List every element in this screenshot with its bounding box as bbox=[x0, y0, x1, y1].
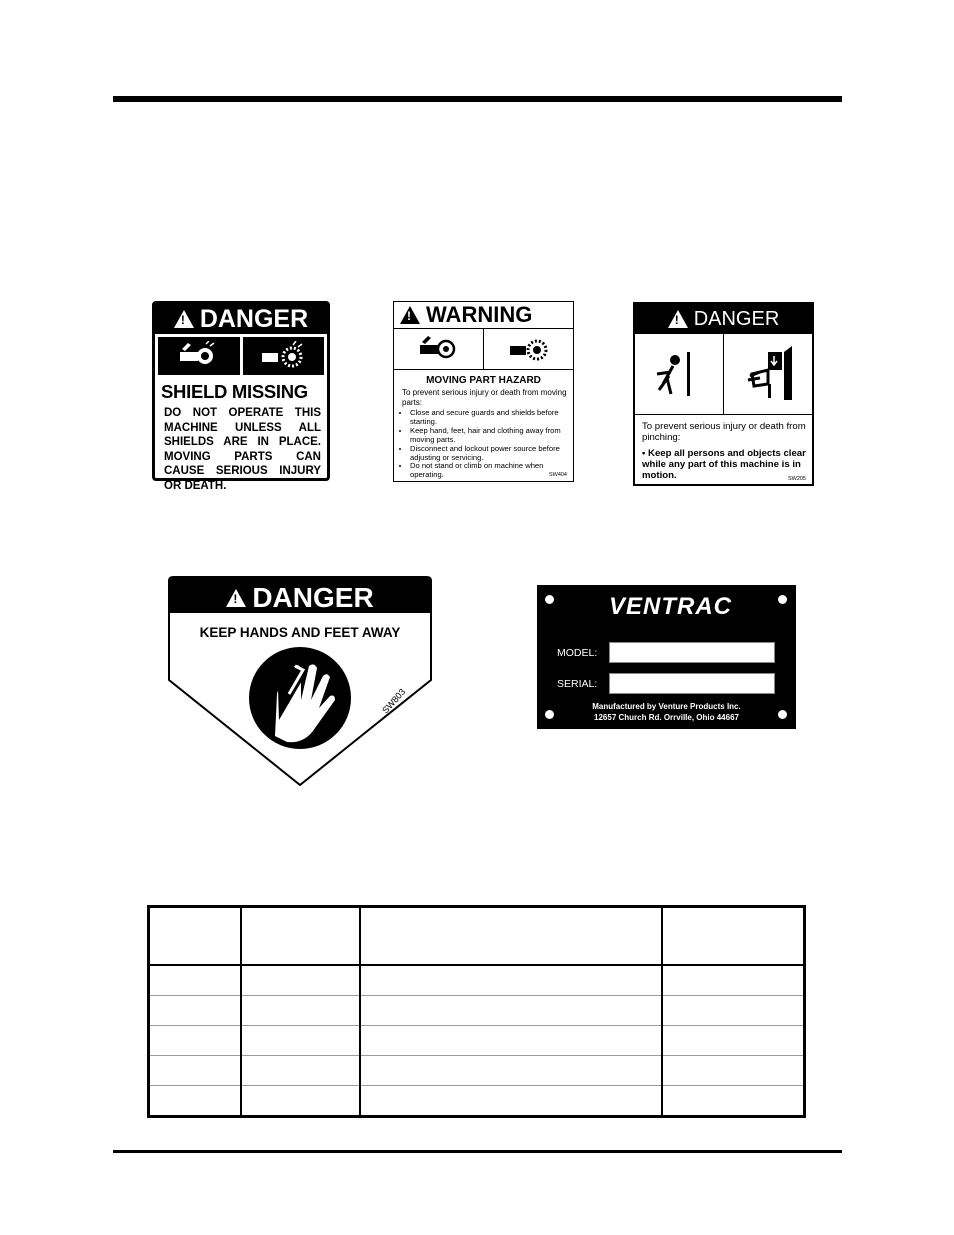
decal-heading: KEEP HANDS AND FEET AWAY bbox=[199, 625, 401, 640]
table-row bbox=[149, 965, 805, 996]
table-cell bbox=[360, 1026, 662, 1056]
signal-word: DANGER bbox=[252, 582, 374, 613]
decal-code: SW803 bbox=[380, 686, 408, 716]
table-header bbox=[360, 907, 662, 966]
signal-word: DANGER bbox=[693, 307, 780, 330]
warning-triangle-icon bbox=[668, 310, 688, 328]
hand-sprocket-icon bbox=[483, 329, 573, 369]
rivet-hole bbox=[545, 595, 554, 604]
warning-banner bbox=[394, 302, 573, 329]
table-cell bbox=[360, 996, 662, 1026]
list-item: • Do not stand or climb on machine when operating. bbox=[410, 462, 573, 480]
table-cell bbox=[241, 1086, 360, 1117]
warning-triangle-icon bbox=[174, 310, 194, 328]
signal-word: WARNING bbox=[426, 302, 533, 327]
hand-sprocket-icon bbox=[243, 337, 325, 375]
decal-pinching bbox=[633, 302, 814, 486]
table-cell bbox=[241, 1026, 360, 1056]
table-header bbox=[662, 907, 805, 966]
parts-table bbox=[147, 905, 806, 1118]
decal-bullet: • Keep all persons and objects clear while any part of this machine is in motion. bbox=[642, 448, 806, 481]
decal-body: DO NOT OPERATE THIS MACHINE UNLESS ALL SHIELDS ARE IN PLACE. MOVING PARTS CAN CAUSE SERIOUS INJURY OR DEATH. bbox=[164, 407, 321, 492]
decal-keep-hands-feet-away bbox=[167, 576, 433, 787]
table-cell bbox=[149, 1056, 241, 1086]
table-cell bbox=[662, 965, 805, 996]
table-cell bbox=[360, 1056, 662, 1086]
table-row bbox=[149, 1056, 805, 1086]
manufacturer-info bbox=[537, 701, 796, 723]
ventrac-logo: VENTRAC bbox=[609, 593, 733, 620]
danger-banner bbox=[155, 304, 327, 334]
table-cell bbox=[360, 1086, 662, 1117]
mfg-line: 12657 Church Rd. Orrville, Ohio 44667 bbox=[594, 713, 739, 722]
table-cell bbox=[662, 1026, 805, 1056]
table-cell bbox=[241, 965, 360, 996]
table-cell bbox=[662, 996, 805, 1026]
warning-triangle-icon bbox=[226, 589, 246, 607]
list-item: • Keep hand, feet, hair and clothing away from moving parts. bbox=[410, 427, 573, 445]
table-cell bbox=[662, 1056, 805, 1086]
decal-heading: MOVING PART HAZARD bbox=[426, 375, 541, 386]
bottom-rule bbox=[113, 1150, 842, 1153]
list-item: • Disconnect and lockout power source before adjusting or servicing. bbox=[410, 445, 573, 463]
table-cell bbox=[149, 996, 241, 1026]
danger-banner bbox=[635, 304, 812, 334]
table-cell bbox=[360, 965, 662, 996]
danger-banner bbox=[170, 579, 430, 617]
top-rule bbox=[113, 96, 842, 102]
hand-roller-icon bbox=[394, 329, 483, 369]
signal-word: DANGER bbox=[199, 304, 309, 333]
table-cell bbox=[149, 1026, 241, 1056]
hand-roller-icon bbox=[158, 337, 240, 375]
mfg-line: Manufactured by Venture Products Inc. bbox=[592, 702, 741, 711]
list-item: • Close and secure guards and shields before starting. bbox=[410, 409, 573, 427]
table-header bbox=[149, 907, 241, 966]
crush-person-icon bbox=[635, 334, 723, 414]
serial-label: SERIAL: bbox=[557, 678, 598, 690]
serial-field bbox=[609, 673, 775, 694]
table-row bbox=[149, 1086, 805, 1117]
table-header-row bbox=[149, 907, 805, 966]
decal-shield-missing bbox=[152, 301, 330, 492]
table-row bbox=[149, 1026, 805, 1056]
decal-intro: To prevent serious injury or death from moving parts: bbox=[402, 388, 567, 407]
table-cell bbox=[149, 1086, 241, 1117]
model-field bbox=[609, 642, 775, 663]
decal-heading: SHIELD MISSING bbox=[161, 381, 308, 402]
decal-bullet-list bbox=[402, 409, 573, 480]
table-cell bbox=[149, 965, 241, 996]
hand-prohibition-icon bbox=[249, 647, 351, 749]
serial-number-plate bbox=[537, 585, 796, 729]
crush-hand-icon bbox=[723, 334, 812, 414]
table-cell bbox=[662, 1086, 805, 1117]
rivet-hole bbox=[778, 595, 787, 604]
warning-triangle-icon bbox=[400, 306, 420, 324]
decal-code: SW205 bbox=[787, 476, 806, 482]
table-cell bbox=[241, 996, 360, 1026]
table-row bbox=[149, 996, 805, 1026]
table-cell bbox=[241, 1056, 360, 1086]
model-label: MODEL: bbox=[557, 647, 598, 659]
decal-moving-part-hazard bbox=[393, 301, 574, 482]
decal-code: SW404 bbox=[548, 472, 567, 478]
table-header bbox=[241, 907, 360, 966]
decal-intro: To prevent serious injury or death from pinching: bbox=[642, 421, 806, 443]
